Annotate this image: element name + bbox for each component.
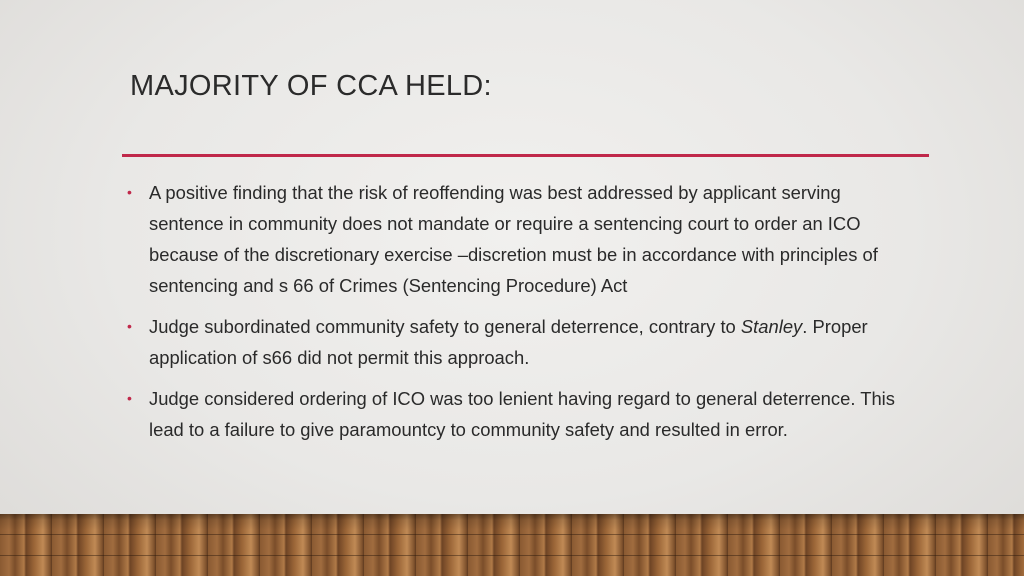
bullet-text: Judge considered ordering of ICO was too lenient having regard to general deterrence. This lead to a failure to give paramountcy to community safety and resulted in error.	[149, 388, 895, 440]
bullet-item	[127, 383, 917, 445]
bullet-text-part: Judge subordinated community safety to general deterrence, contrary to	[149, 316, 741, 337]
bullet-item	[127, 311, 917, 373]
floor-plank-seam	[0, 555, 1024, 556]
case-name-emphasis: Stanley	[740, 316, 803, 337]
bullet-marker: •	[127, 318, 132, 334]
slide-title: MAJORITY OF CCA HELD:	[130, 70, 492, 102]
bullet-text	[149, 316, 868, 368]
bullet-text-part: . Proper application of s66 did not permit this approach.	[149, 316, 868, 368]
floor-plank-seam	[0, 534, 1024, 535]
bullet-marker: •	[127, 184, 132, 200]
bullet-text: A positive finding that the risk of reoffending was best addressed by applicant serving sentence in community does not mandate or require a sentencing court to order an ICO because of the discretionary exercise –discretion must be in accordance with principles of sentencing and s 66 of Crimes (Sentencing Procedure) Act	[149, 182, 878, 296]
bullet-item	[127, 177, 917, 301]
bullet-list	[127, 177, 917, 455]
wood-floor-decoration	[0, 514, 1024, 576]
bullet-marker: •	[127, 390, 132, 406]
title-divider	[122, 154, 929, 157]
